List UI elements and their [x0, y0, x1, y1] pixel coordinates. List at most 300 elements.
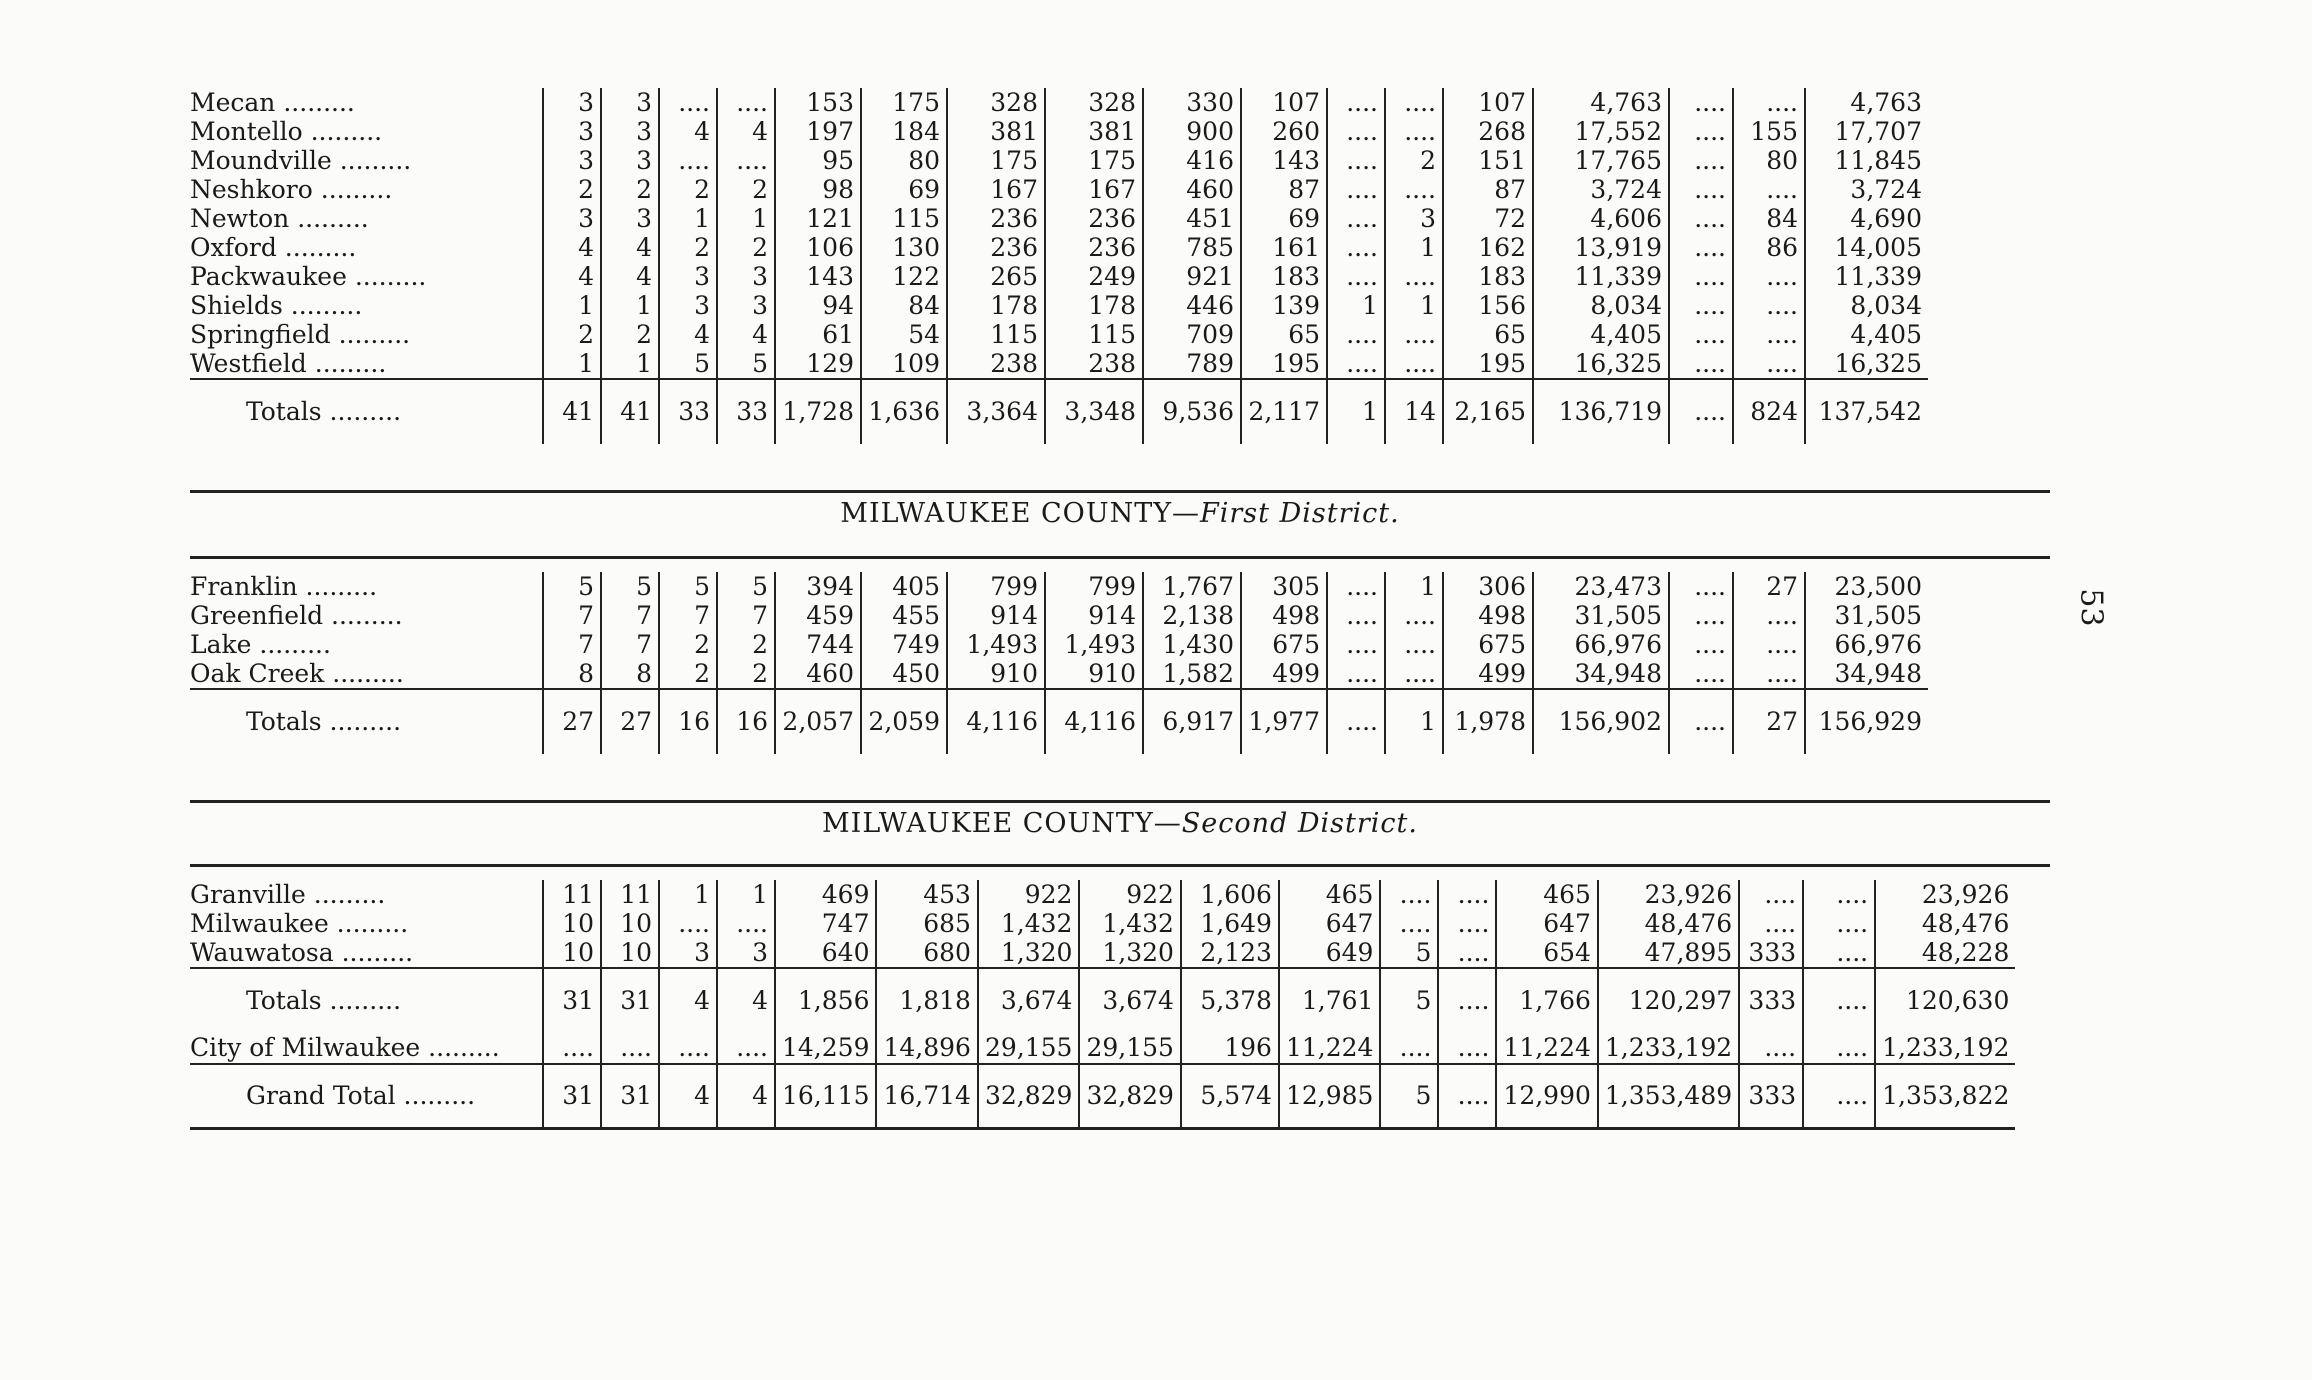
table-row — [190, 146, 1928, 175]
table-cell: 4,690 — [1805, 204, 1928, 233]
table-cell: .... — [1803, 1033, 1875, 1064]
table-cell: 65 — [1443, 320, 1533, 349]
table-cell: .... — [1669, 349, 1733, 379]
table-cell: 32,829 — [1079, 1064, 1180, 1129]
county-name: MILWAUKEE COUNTY— — [822, 808, 1182, 839]
table-cell: .... — [717, 88, 775, 117]
table-cell: 469 — [775, 880, 876, 909]
table-cell: .... — [1438, 1033, 1496, 1064]
table-cell: 416 — [1143, 146, 1241, 175]
table-cell: 17,765 — [1533, 146, 1669, 175]
table-cell: 333 — [1739, 1064, 1803, 1129]
table-cell: 69 — [861, 175, 947, 204]
table-cell: .... — [1385, 659, 1443, 689]
table-cell: 4,606 — [1533, 204, 1669, 233]
table-cell: 749 — [861, 630, 947, 659]
table-cell: 680 — [876, 938, 977, 968]
row-label: Moundville ......... — [190, 146, 412, 175]
table-cell: .... — [1380, 1033, 1438, 1064]
table-cell: 3 — [543, 88, 601, 117]
table-cell: 465 — [1279, 880, 1380, 909]
table-cell: 4 — [659, 320, 717, 349]
table-cell: .... — [1739, 909, 1803, 938]
table-cell: 1 — [659, 880, 717, 909]
table-cell: 1,977 — [1241, 689, 1327, 754]
table-cell: 446 — [1143, 291, 1241, 320]
table-cell: 3,348 — [1045, 379, 1143, 444]
table-row — [190, 630, 1928, 659]
table-cell: 122 — [861, 262, 947, 291]
row-label: Oxford ......... — [190, 233, 357, 262]
table-cell: .... — [1438, 1064, 1496, 1129]
table-cell: 4,116 — [1045, 689, 1143, 754]
table-cell: 7 — [543, 630, 601, 659]
district-name: Second District. — [1181, 808, 1418, 839]
table-cell: 175 — [861, 88, 947, 117]
table-cell: 2 — [601, 175, 659, 204]
table-cell: 1,233,192 — [1875, 1033, 2015, 1064]
table-cell: 1,636 — [861, 379, 947, 444]
table-cell: 3 — [659, 291, 717, 320]
table-cell: 8,034 — [1533, 291, 1669, 320]
table-cell: 48,476 — [1875, 909, 2015, 938]
table-cell: 87 — [1443, 175, 1533, 204]
table-cell: 197 — [775, 117, 861, 146]
grand-total-row — [190, 1064, 2015, 1129]
section-rule — [190, 490, 2050, 493]
table-cell: 1 — [1385, 291, 1443, 320]
table-cell: 6,917 — [1143, 689, 1241, 754]
table-cell: 184 — [861, 117, 947, 146]
district-name: First District. — [1200, 498, 1400, 529]
row-label: Totals ......... — [190, 968, 543, 1033]
table-cell: .... — [1733, 88, 1805, 117]
table-cell: .... — [1385, 349, 1443, 379]
table-cell: 2 — [543, 320, 601, 349]
table-cell: 260 — [1241, 117, 1327, 146]
table-cell: .... — [1327, 659, 1385, 689]
table-cell: 453 — [876, 880, 977, 909]
table-cell: 66,976 — [1533, 630, 1669, 659]
table-cell: 647 — [1279, 909, 1380, 938]
table-cell: 196 — [1181, 1033, 1279, 1064]
row-label: Shields ......... — [190, 291, 363, 320]
table-cell: 178 — [1045, 291, 1143, 320]
table-cell: .... — [1327, 117, 1385, 146]
table-cell: 3 — [601, 146, 659, 175]
table-cell: 4 — [659, 117, 717, 146]
table-cell: 16 — [717, 689, 775, 754]
table-cell: 3 — [717, 938, 775, 968]
table-cell: 11,224 — [1279, 1033, 1380, 1064]
table-cell: 2 — [659, 630, 717, 659]
table-cell: 29,155 — [978, 1033, 1079, 1064]
table-cell: 1,430 — [1143, 630, 1241, 659]
table-cell: .... — [1385, 175, 1443, 204]
table-cell: .... — [1669, 630, 1733, 659]
table-cell: 709 — [1143, 320, 1241, 349]
row-label: Packwaukee ......... — [190, 262, 427, 291]
table-cell: 8 — [601, 659, 659, 689]
table-cell: 87 — [1241, 175, 1327, 204]
table-cell: 86 — [1733, 233, 1805, 262]
table-cell: .... — [1803, 968, 1875, 1033]
table-cell: 1,233,192 — [1598, 1033, 1739, 1064]
table-cell: 1 — [601, 349, 659, 379]
table-cell: .... — [1327, 349, 1385, 379]
table-cell: .... — [1385, 601, 1443, 630]
table-cell: 14 — [1385, 379, 1443, 444]
table-row — [190, 233, 1928, 262]
table-cell: 799 — [947, 572, 1045, 601]
table-cell: 2,138 — [1143, 601, 1241, 630]
totals-row — [190, 968, 2015, 1033]
table-cell: 143 — [1241, 146, 1327, 175]
section-title — [190, 498, 2050, 529]
table-cell: 7 — [601, 601, 659, 630]
table-cell: 195 — [1241, 349, 1327, 379]
table-cell: 4,763 — [1533, 88, 1669, 117]
table-cell: 16,714 — [876, 1064, 977, 1129]
row-label: Wauwatosa ......... — [190, 938, 414, 967]
table-cell: 167 — [947, 175, 1045, 204]
table-cell: 747 — [775, 909, 876, 938]
table-cell: 2,057 — [775, 689, 861, 754]
table-cell: .... — [1739, 1033, 1803, 1064]
table-cell: .... — [1669, 117, 1733, 146]
table-cell: .... — [1385, 88, 1443, 117]
table-cell: .... — [717, 146, 775, 175]
table-cell: 136,719 — [1533, 379, 1669, 444]
table-row — [190, 88, 1928, 117]
table-cell: 11 — [543, 880, 601, 909]
table-cell: 685 — [876, 909, 977, 938]
table-cell: 29,155 — [1079, 1033, 1180, 1064]
table-cell: 10 — [543, 938, 601, 968]
table-cell: 4 — [717, 1064, 775, 1129]
table-cell: 4,763 — [1805, 88, 1928, 117]
table-cell: 4 — [717, 320, 775, 349]
table-cell: 98 — [775, 175, 861, 204]
table-cell: .... — [601, 1033, 659, 1064]
row-label: Franklin ......... — [190, 572, 378, 601]
table-cell: 12,990 — [1496, 1064, 1597, 1129]
table-cell: 115 — [947, 320, 1045, 349]
table-cell: 1,649 — [1181, 909, 1279, 938]
row-label: Totals ......... — [190, 379, 543, 444]
table-cell: 654 — [1496, 938, 1597, 968]
table-row — [190, 938, 2015, 968]
table-cell: 107 — [1241, 88, 1327, 117]
table-cell: 2 — [717, 233, 775, 262]
table-cell: .... — [1733, 349, 1805, 379]
table-cell: 460 — [775, 659, 861, 689]
table-cell: 900 — [1143, 117, 1241, 146]
table-cell: 34,948 — [1533, 659, 1669, 689]
table-cell: .... — [1327, 88, 1385, 117]
table-cell: 11,224 — [1496, 1033, 1597, 1064]
table-cell: 143 — [775, 262, 861, 291]
table-cell: 460 — [1143, 175, 1241, 204]
table-cell: 333 — [1739, 938, 1803, 968]
table-cell: 41 — [601, 379, 659, 444]
table-cell: 2,123 — [1181, 938, 1279, 968]
table-cell: 72 — [1443, 204, 1533, 233]
section-table — [190, 880, 2015, 1130]
table-cell: .... — [1733, 659, 1805, 689]
table-cell: 65 — [1241, 320, 1327, 349]
table-row — [190, 572, 1928, 601]
table-cell: 1 — [601, 291, 659, 320]
table-cell: 161 — [1241, 233, 1327, 262]
section-title — [190, 808, 2050, 839]
row-label: Neshkoro ......... — [190, 175, 393, 204]
table-cell: 115 — [861, 204, 947, 233]
table-cell: 459 — [775, 601, 861, 630]
table-cell: 4 — [543, 233, 601, 262]
table-cell: 381 — [1045, 117, 1143, 146]
table-cell: .... — [1438, 938, 1496, 968]
table-cell: 11 — [601, 880, 659, 909]
table-cell: 405 — [861, 572, 947, 601]
section-table — [190, 88, 1928, 444]
table-cell: 328 — [1045, 88, 1143, 117]
table-cell: .... — [1438, 909, 1496, 938]
table-cell: 3 — [543, 146, 601, 175]
table-cell: 156,902 — [1533, 689, 1669, 754]
row-label: Totals ......... — [190, 689, 543, 754]
table-cell: .... — [1733, 601, 1805, 630]
table-row — [190, 909, 2015, 938]
table-cell: 27 — [543, 689, 601, 754]
section-rule — [190, 864, 2050, 867]
table-cell: 47,895 — [1598, 938, 1739, 968]
table-cell: 4,405 — [1805, 320, 1928, 349]
table-cell: .... — [1327, 320, 1385, 349]
table-cell: 23,500 — [1805, 572, 1928, 601]
table-cell: .... — [717, 1033, 775, 1064]
table-cell: 1,353,489 — [1598, 1064, 1739, 1129]
table-cell: 328 — [947, 88, 1045, 117]
table-cell: 48,228 — [1875, 938, 2015, 968]
table-cell: 95 — [775, 146, 861, 175]
table-cell: 2 — [659, 233, 717, 262]
table-cell: 1,818 — [876, 968, 977, 1033]
table-cell: 789 — [1143, 349, 1241, 379]
table-cell: .... — [1669, 572, 1733, 601]
table-cell: 11,845 — [1805, 146, 1928, 175]
table-cell: 41 — [543, 379, 601, 444]
table-cell: 107 — [1443, 88, 1533, 117]
table-cell: 139 — [1241, 291, 1327, 320]
table-cell: 4,116 — [947, 689, 1045, 754]
table-cell: .... — [1669, 291, 1733, 320]
table-cell: 824 — [1733, 379, 1805, 444]
table-cell: 4 — [659, 968, 717, 1033]
table-cell: 921 — [1143, 262, 1241, 291]
table-cell: 121 — [775, 204, 861, 233]
table-cell: 2 — [659, 659, 717, 689]
table-cell: 14,259 — [775, 1033, 876, 1064]
table-cell: 4 — [601, 262, 659, 291]
table-cell: .... — [1669, 146, 1733, 175]
table-cell: 4 — [717, 968, 775, 1033]
table-cell: 94 — [775, 291, 861, 320]
table-cell: 2,165 — [1443, 379, 1533, 444]
table-cell: 3,364 — [947, 379, 1045, 444]
table-cell: 5 — [1380, 968, 1438, 1033]
table-cell: 4 — [717, 117, 775, 146]
table-cell: 1,761 — [1279, 968, 1380, 1033]
table-cell: 2 — [601, 320, 659, 349]
table-cell: 137,542 — [1805, 379, 1928, 444]
table-cell: 799 — [1045, 572, 1143, 601]
table-cell: 1,728 — [775, 379, 861, 444]
table-cell: .... — [1669, 379, 1733, 444]
table-cell: 16,325 — [1533, 349, 1669, 379]
table-cell: 265 — [947, 262, 1045, 291]
table-cell: .... — [717, 909, 775, 938]
table-cell: .... — [1669, 689, 1733, 754]
table-cell: 744 — [775, 630, 861, 659]
table-cell: 27 — [1733, 689, 1805, 754]
table-cell: 84 — [1733, 204, 1805, 233]
table-cell: .... — [1327, 572, 1385, 601]
table-cell: 32,829 — [978, 1064, 1079, 1129]
table-cell: .... — [1733, 320, 1805, 349]
table-cell: .... — [1669, 175, 1733, 204]
table-cell: 333 — [1739, 968, 1803, 1033]
table-cell: 106 — [775, 233, 861, 262]
table-cell: 4,405 — [1533, 320, 1669, 349]
table-cell: 66,976 — [1805, 630, 1928, 659]
table-cell: 23,926 — [1598, 880, 1739, 909]
table-cell: 1 — [659, 204, 717, 233]
table-cell: 2 — [1385, 146, 1443, 175]
table-cell: 31,505 — [1533, 601, 1669, 630]
table-cell: 498 — [1443, 601, 1533, 630]
table-cell: 249 — [1045, 262, 1143, 291]
table-cell: 236 — [947, 233, 1045, 262]
table-cell: 922 — [978, 880, 1079, 909]
table-cell: 922 — [1079, 880, 1180, 909]
table-cell: 675 — [1443, 630, 1533, 659]
table-cell: 498 — [1241, 601, 1327, 630]
table-cell: 1 — [1327, 379, 1385, 444]
row-label: Grand Total ......... — [190, 1064, 543, 1129]
row-label: Milwaukee ......... — [190, 909, 409, 938]
table-cell: 175 — [947, 146, 1045, 175]
table-cell: 16,325 — [1805, 349, 1928, 379]
table-row — [190, 262, 1928, 291]
table-cell: 151 — [1443, 146, 1533, 175]
table-cell: .... — [659, 909, 717, 938]
table-cell: 3 — [717, 291, 775, 320]
table-cell: .... — [1669, 659, 1733, 689]
table-cell: .... — [1327, 601, 1385, 630]
table-cell: 183 — [1241, 262, 1327, 291]
table-cell: 120,630 — [1875, 968, 2015, 1033]
section-table — [190, 572, 1928, 754]
table-cell: 1,582 — [1143, 659, 1241, 689]
table-cell: 1 — [1385, 233, 1443, 262]
table-cell: 34,948 — [1805, 659, 1928, 689]
table-cell: 31 — [601, 968, 659, 1033]
table-cell: 5 — [659, 349, 717, 379]
table-cell: 175 — [1045, 146, 1143, 175]
table-cell: 11,339 — [1805, 262, 1928, 291]
table-cell: 162 — [1443, 233, 1533, 262]
table-cell: 3 — [717, 262, 775, 291]
city-row — [190, 1033, 2015, 1064]
table-row — [190, 880, 2015, 909]
table-cell: 7 — [601, 630, 659, 659]
table-cell: 33 — [659, 379, 717, 444]
table-cell: .... — [1669, 88, 1733, 117]
table-cell: 4 — [659, 1064, 717, 1129]
table-cell: .... — [1438, 968, 1496, 1033]
table-cell: 675 — [1241, 630, 1327, 659]
totals-row — [190, 379, 1928, 444]
table-cell: 2 — [659, 175, 717, 204]
table-cell: 1,432 — [978, 909, 1079, 938]
table-cell: .... — [1327, 204, 1385, 233]
table-cell: .... — [1733, 175, 1805, 204]
table-cell: 3,724 — [1805, 175, 1928, 204]
table-cell: 12,985 — [1279, 1064, 1380, 1129]
table-cell: .... — [1733, 291, 1805, 320]
table-cell: 1 — [1327, 291, 1385, 320]
table-cell: 5 — [601, 572, 659, 601]
table-cell: .... — [1733, 630, 1805, 659]
table-cell: .... — [1327, 146, 1385, 175]
table-cell: 238 — [1045, 349, 1143, 379]
table-cell: 2 — [543, 175, 601, 204]
table-cell: 178 — [947, 291, 1045, 320]
table-cell: 1 — [717, 880, 775, 909]
table-cell: .... — [1669, 204, 1733, 233]
row-label: Oak Creek ......... — [190, 659, 404, 688]
page-number: 53 — [2073, 588, 2109, 627]
table-cell: 109 — [861, 349, 947, 379]
table-cell: 1 — [1385, 572, 1443, 601]
table-cell: 914 — [1045, 601, 1143, 630]
table-cell: 640 — [775, 938, 876, 968]
county-name: MILWAUKEE COUNTY— — [840, 498, 1201, 529]
row-label: Springfield ......... — [190, 320, 411, 349]
table-cell: 27 — [1733, 572, 1805, 601]
table-cell: 80 — [1733, 146, 1805, 175]
table-cell: 17,707 — [1805, 117, 1928, 146]
row-label: City of Milwaukee ......... — [190, 1033, 500, 1062]
table-cell: 2,117 — [1241, 379, 1327, 444]
table-cell: 268 — [1443, 117, 1533, 146]
table-cell: .... — [1669, 233, 1733, 262]
table-cell: 499 — [1241, 659, 1327, 689]
table-cell: 785 — [1143, 233, 1241, 262]
table-cell: 14,005 — [1805, 233, 1928, 262]
table-cell: 167 — [1045, 175, 1143, 204]
table-cell: 7 — [543, 601, 601, 630]
table-cell: 2 — [717, 630, 775, 659]
table-cell: 31 — [543, 1064, 601, 1129]
table-cell: 1,432 — [1079, 909, 1180, 938]
section-rule — [190, 556, 2050, 559]
table-cell: 3 — [659, 938, 717, 968]
table-cell: 1,493 — [1045, 630, 1143, 659]
table-cell: .... — [1380, 909, 1438, 938]
table-cell: .... — [1327, 233, 1385, 262]
